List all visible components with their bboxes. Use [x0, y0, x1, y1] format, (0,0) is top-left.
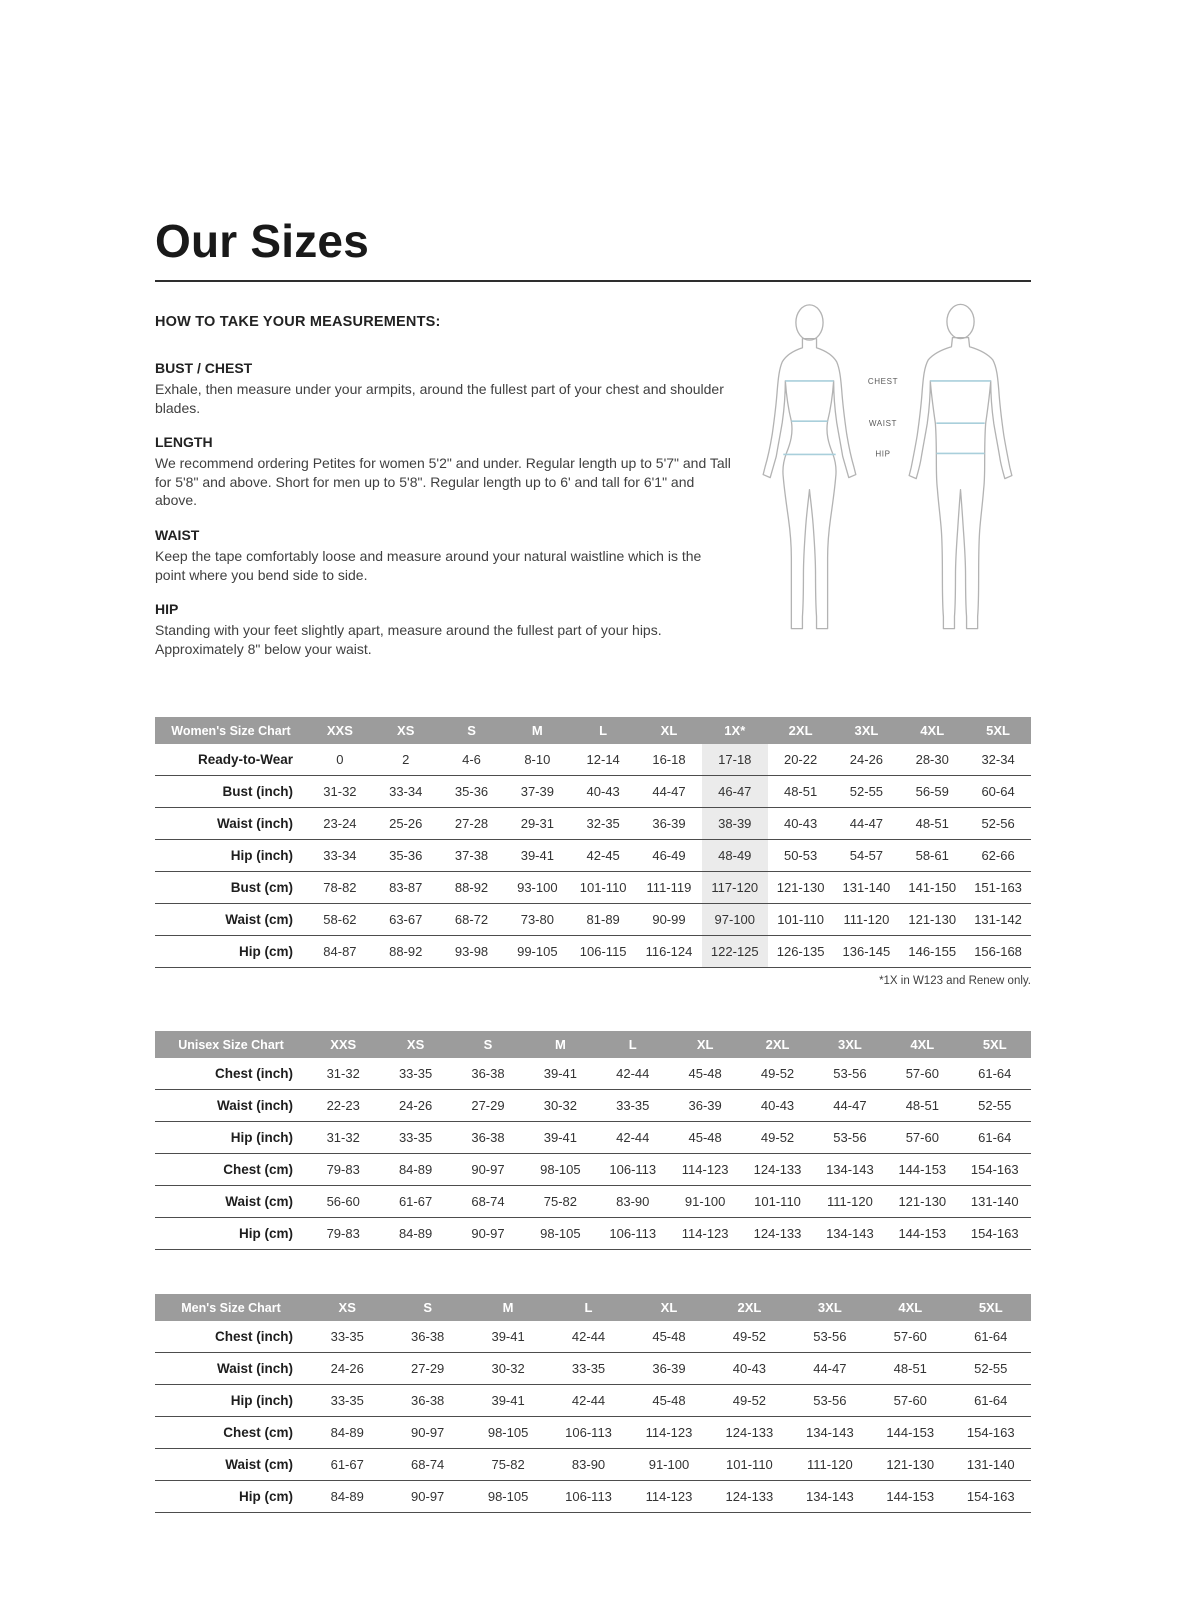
size-cell: 91-100 — [684, 1194, 726, 1210]
size-cell: 84-89 — [398, 1226, 433, 1242]
size-cell: 106-113 — [609, 1226, 657, 1242]
size-cell: 53-56 — [813, 1393, 847, 1409]
size-cell: 33-34 — [389, 784, 423, 800]
size-cell: 91-100 — [648, 1457, 690, 1473]
size-cell: 33-35 — [330, 1393, 364, 1409]
size-cell: 37-38 — [454, 848, 489, 864]
size-column-header: 5XL — [965, 717, 1031, 744]
row-label: Bust (inch) — [222, 784, 293, 800]
size-tables-section — [155, 717, 1031, 1513]
size-cell: 27-28 — [454, 816, 489, 832]
waist-label: WAIST — [868, 419, 898, 429]
chart-title: Women's Size Chart — [155, 717, 307, 744]
size-cell: 48-51 — [915, 816, 949, 832]
size-cell: 40-43 — [783, 816, 818, 832]
size-cell: 39-41 — [520, 848, 554, 864]
size-column-header: S — [452, 1031, 524, 1058]
size-cell: 24-26 — [849, 752, 884, 768]
size-cell: 32-35 — [586, 816, 620, 832]
size-cell: 53-56 — [833, 1066, 867, 1082]
size-column-header: XL — [629, 1294, 709, 1321]
size-cell: 106-113 — [565, 1489, 612, 1505]
size-cell: 39-41 — [543, 1130, 577, 1146]
size-cell: 45-48 — [652, 1329, 686, 1345]
size-cell: 36-38 — [471, 1066, 505, 1082]
size-cell: 36-38 — [411, 1393, 445, 1409]
size-column-header: XL — [636, 717, 702, 744]
row-label: Waist (inch) — [217, 1361, 293, 1377]
row-label: Hip (cm) — [239, 1226, 293, 1242]
size-cell: 20-22 — [783, 752, 818, 768]
size-column-header: 2XL — [768, 717, 834, 744]
size-cell: 39-41 — [491, 1393, 525, 1409]
row-label: Hip (inch) — [230, 1393, 293, 1409]
row-label: Bust (cm) — [230, 880, 293, 896]
size-cell: 106-113 — [609, 1162, 657, 1178]
size-cell: 131-142 — [974, 912, 1022, 928]
size-cell: 44-47 — [833, 1098, 867, 1114]
size-cell: 144-153 — [898, 1162, 947, 1178]
size-column-header: L — [570, 717, 636, 744]
size-cell: 68-74 — [471, 1194, 505, 1210]
size-cell: 27-29 — [411, 1361, 445, 1377]
size-cell: 22-23 — [326, 1098, 360, 1114]
table-row — [155, 1218, 1031, 1250]
chart-title: Men's Size Chart — [155, 1294, 307, 1321]
size-cell: 111-119 — [646, 880, 692, 896]
size-cell: 40-43 — [586, 784, 620, 800]
size-cell: 61-64 — [978, 1130, 1012, 1146]
mens-size-chart — [155, 1294, 1031, 1513]
size-cell: 101-110 — [777, 912, 824, 928]
size-cell: 61-64 — [978, 1066, 1012, 1082]
size-cell: 44-47 — [813, 1361, 847, 1377]
size-cell: 121-130 — [776, 880, 825, 896]
size-cell: 111-120 — [827, 1194, 873, 1210]
size-cell: 101-110 — [754, 1194, 801, 1210]
size-cell: 84-87 — [323, 944, 357, 960]
size-cell: 98-105 — [540, 1162, 581, 1178]
size-column-header: L — [548, 1294, 628, 1321]
size-cell: 33-35 — [616, 1098, 650, 1114]
size-cell: 45-48 — [688, 1130, 722, 1146]
row-label: Waist (inch) — [217, 816, 293, 832]
row-label: Ready-to-Wear — [197, 752, 293, 768]
size-cell: 151-163 — [974, 880, 1022, 896]
size-cell: 56-59 — [915, 784, 949, 800]
size-cell: 81-89 — [586, 912, 620, 928]
size-cell: 49-52 — [760, 1066, 795, 1082]
size-cell: 90-97 — [471, 1162, 505, 1178]
size-table — [155, 1031, 1031, 1250]
size-cell: 88-92 — [454, 880, 489, 896]
size-cell: 33-35 — [398, 1130, 433, 1146]
measurement-instructions — [155, 314, 733, 675]
measurement-figures-illustration — [739, 296, 1031, 634]
size-cell: 49-52 — [732, 1393, 767, 1409]
size-cell: 58-61 — [915, 848, 949, 864]
size-cell: 37-39 — [520, 784, 554, 800]
man-figure — [909, 304, 1012, 628]
size-cell: 48-51 — [783, 784, 818, 800]
size-cell: 44-47 — [849, 816, 884, 832]
size-cell: 33-35 — [571, 1361, 606, 1377]
size-cell: 63-67 — [389, 912, 423, 928]
size-cell: 75-82 — [491, 1457, 525, 1473]
size-cell: 24-26 — [330, 1361, 364, 1377]
womens-size-chart — [155, 717, 1031, 968]
size-cell: 124-133 — [753, 1226, 802, 1242]
size-cell: 75-82 — [543, 1194, 577, 1210]
chart-title: Unisex Size Chart — [155, 1031, 307, 1058]
size-cell: 156-168 — [974, 944, 1022, 960]
size-cell: 52-56 — [981, 816, 1015, 832]
size-cell: 84-89 — [330, 1425, 364, 1441]
size-cell: 40-43 — [732, 1361, 767, 1377]
size-cell: 98-105 — [487, 1425, 529, 1441]
instruction-title: BUST / CHEST — [155, 360, 253, 376]
size-cell: 35-36 — [454, 784, 489, 800]
size-cell: 99-105 — [517, 944, 558, 960]
size-cell: 68-72 — [454, 912, 489, 928]
row-label: Hip (cm) — [239, 1489, 293, 1505]
size-cell: 36-38 — [471, 1130, 505, 1146]
size-column-header: XS — [373, 717, 439, 744]
size-column-header: S — [387, 1294, 467, 1321]
size-cell: 79-83 — [326, 1226, 360, 1242]
size-cell: 134-143 — [805, 1425, 854, 1441]
size-cell: 97-100 — [702, 904, 768, 936]
row-label: Chest (inch) — [214, 1066, 293, 1082]
size-cell: 33-35 — [330, 1329, 364, 1345]
instruction-title: LENGTH — [155, 434, 213, 451]
size-cell: 42-44 — [616, 1066, 650, 1082]
size-cell: 121-130 — [886, 1457, 935, 1473]
size-cell: 124-133 — [725, 1425, 774, 1441]
size-cell: 54-57 — [849, 848, 884, 864]
size-cell: 31-32 — [326, 1130, 360, 1146]
size-cell: 45-48 — [688, 1066, 722, 1082]
size-cell: 106-115 — [579, 944, 627, 960]
instruction-body: Standing with your feet slightly apart, measure around the fullest part of your hips. Approximately 8" below your waist. — [155, 622, 662, 657]
table-row — [155, 776, 1031, 808]
size-cell: 50-53 — [783, 848, 818, 864]
size-column-header: 3XL — [834, 717, 900, 744]
size-cell: 134-143 — [826, 1162, 874, 1178]
instruction-body: Keep the tape comfortably loose and measure around your natural waistline which is the point where you bend side to side. — [155, 548, 702, 583]
table-row — [155, 1385, 1031, 1417]
size-column-header: 5XL — [959, 1031, 1031, 1058]
table-row — [155, 1481, 1031, 1513]
table-row — [155, 1058, 1031, 1090]
row-label: Waist (inch) — [217, 1098, 293, 1114]
size-column-header: L — [597, 1031, 669, 1058]
size-cell: 60-64 — [981, 784, 1015, 800]
size-cell: 17-18 — [702, 744, 768, 776]
size-cell: 52-55 — [849, 784, 884, 800]
size-cell: 57-60 — [905, 1066, 939, 1082]
size-cell: 25-26 — [389, 816, 423, 832]
size-cell: 98-105 — [487, 1489, 529, 1505]
size-cell: 144-153 — [886, 1489, 935, 1505]
size-cell: 124-133 — [725, 1489, 774, 1505]
table-row — [155, 1122, 1031, 1154]
instruction-bust-chest — [155, 360, 733, 417]
chest-label: CHEST — [867, 376, 899, 386]
size-cell: 42-44 — [571, 1393, 606, 1409]
size-column-header: S — [439, 717, 505, 744]
size-cell: 35-36 — [389, 848, 423, 864]
size-cell: 38-39 — [702, 808, 768, 840]
size-table — [155, 717, 1031, 968]
row-label: Hip (inch) — [230, 848, 293, 864]
size-cell: 68-74 — [411, 1457, 445, 1473]
size-cell: 114-123 — [681, 1226, 729, 1242]
body-figures — [739, 296, 1031, 634]
size-cell: 121-130 — [898, 1194, 947, 1210]
hip-label: HIP — [875, 449, 891, 459]
unisex-size-chart — [155, 1031, 1031, 1250]
size-cell: 131-140 — [970, 1194, 1019, 1210]
table-row — [155, 808, 1031, 840]
size-cell: 114-123 — [681, 1162, 729, 1178]
instruction-waist — [155, 527, 733, 584]
size-cell: 8-10 — [524, 752, 551, 768]
size-cell: 2 — [402, 752, 410, 768]
size-cell: 0 — [336, 752, 344, 768]
size-column-header: 3XL — [814, 1031, 886, 1058]
size-cell: 23-24 — [323, 816, 357, 832]
size-cell: 84-89 — [398, 1162, 433, 1178]
size-cell: 101-110 — [579, 880, 627, 896]
row-label: Chest (cm) — [223, 1425, 293, 1441]
instruction-body: Exhale, then measure under your armpits, around the fullest part of your chest and shoulder blades. — [155, 381, 724, 416]
size-guide-page — [155, 215, 1031, 1513]
size-cell: 154-163 — [970, 1162, 1019, 1178]
size-cell: 58-62 — [323, 912, 357, 928]
table-row — [155, 1449, 1031, 1481]
size-cell: 61-67 — [330, 1457, 364, 1473]
size-cell: 57-60 — [893, 1393, 927, 1409]
size-cell: 121-130 — [908, 912, 957, 928]
size-cell: 42-44 — [616, 1130, 650, 1146]
size-cell: 101-110 — [726, 1457, 773, 1473]
size-column-header: 3XL — [790, 1294, 870, 1321]
size-cell: 117-120 — [702, 872, 768, 904]
size-cell: 42-45 — [586, 848, 620, 864]
size-column-header: XS — [307, 1294, 387, 1321]
size-cell: 57-60 — [893, 1329, 927, 1345]
size-cell: 114-123 — [645, 1425, 693, 1441]
size-cell: 36-38 — [411, 1329, 445, 1345]
size-cell: 90-99 — [652, 912, 686, 928]
measurement-section — [155, 314, 1031, 675]
size-cell: 33-34 — [323, 848, 357, 864]
size-cell: 39-41 — [543, 1066, 577, 1082]
size-cell: 48-51 — [905, 1098, 939, 1114]
size-column-header: 2XL — [741, 1031, 813, 1058]
size-cell: 4-6 — [462, 752, 481, 768]
size-cell: 40-43 — [760, 1098, 795, 1114]
size-cell: 154-163 — [970, 1226, 1019, 1242]
table-row — [155, 872, 1031, 904]
size-cell: 29-31 — [520, 816, 554, 832]
row-label: Waist (cm) — [225, 1194, 293, 1210]
size-cell: 48-51 — [893, 1361, 927, 1377]
size-column-header: XS — [379, 1031, 451, 1058]
size-cell: 73-80 — [520, 912, 554, 928]
size-cell: 56-60 — [326, 1194, 360, 1210]
instruction-hip — [155, 601, 733, 658]
size-cell: 122-125 — [702, 936, 768, 968]
table-row — [155, 1186, 1031, 1218]
size-cell: 52-55 — [978, 1098, 1012, 1114]
size-cell: 83-87 — [389, 880, 423, 896]
size-cell: 31-32 — [323, 784, 357, 800]
row-label: Chest (cm) — [223, 1162, 293, 1178]
size-cell: 134-143 — [805, 1489, 854, 1505]
size-column-header: M — [524, 1031, 596, 1058]
size-column-header: XL — [669, 1031, 741, 1058]
size-column-header: 4XL — [886, 1031, 958, 1058]
size-cell: 79-83 — [326, 1162, 360, 1178]
size-cell: 16-18 — [652, 752, 686, 768]
size-cell: 106-113 — [565, 1425, 612, 1441]
size-cell: 28-30 — [915, 752, 949, 768]
size-cell: 83-90 — [571, 1457, 606, 1473]
size-cell: 84-89 — [330, 1489, 364, 1505]
size-cell: 46-47 — [702, 776, 768, 808]
size-cell: 93-98 — [454, 944, 489, 960]
size-cell: 61-64 — [974, 1393, 1008, 1409]
size-column-header: 1X* — [702, 717, 768, 744]
table-row — [155, 840, 1031, 872]
row-label: Hip (inch) — [230, 1130, 293, 1146]
size-cell: 36-39 — [652, 816, 686, 832]
size-cell: 134-143 — [826, 1226, 874, 1242]
size-cell: 126-135 — [776, 944, 825, 960]
instruction-length — [155, 434, 733, 510]
size-cell: 42-44 — [571, 1329, 606, 1345]
table-row — [155, 1417, 1031, 1449]
size-cell: 131-140 — [842, 880, 891, 896]
size-cell: 39-41 — [491, 1329, 525, 1345]
size-column-header: 4XL — [870, 1294, 950, 1321]
table-row — [155, 904, 1031, 936]
size-cell: 144-153 — [886, 1425, 935, 1441]
size-column-header: M — [468, 1294, 548, 1321]
size-cell: 48-49 — [702, 840, 768, 872]
size-cell: 53-56 — [813, 1329, 847, 1345]
size-column-header: M — [504, 717, 570, 744]
size-cell: 36-39 — [652, 1361, 686, 1377]
size-cell: 44-47 — [652, 784, 686, 800]
instructions-heading: HOW TO TAKE YOUR MEASUREMENTS: — [155, 314, 441, 330]
size-cell: 146-155 — [908, 944, 957, 960]
instruction-title: WAIST — [155, 527, 200, 544]
size-cell: 30-32 — [491, 1361, 525, 1377]
size-cell: 62-66 — [981, 848, 1015, 864]
page-title: Our Sizes — [155, 215, 369, 267]
size-cell: 93-100 — [517, 880, 558, 896]
size-cell: 61-64 — [974, 1329, 1008, 1345]
size-cell: 144-153 — [898, 1226, 947, 1242]
size-column-header: XXS — [307, 1031, 379, 1058]
table-row — [155, 1154, 1031, 1186]
size-column-header: 4XL — [899, 717, 965, 744]
size-cell: 12-14 — [586, 752, 620, 768]
size-cell: 90-97 — [471, 1226, 505, 1242]
size-cell: 111-120 — [806, 1457, 853, 1473]
size-table — [155, 1294, 1031, 1513]
size-cell: 131-140 — [966, 1457, 1015, 1473]
size-cell: 83-90 — [616, 1194, 650, 1210]
size-cell: 90-97 — [411, 1425, 445, 1441]
size-cell: 27-29 — [471, 1098, 505, 1114]
instruction-body: We recommend ordering Petites for women 5'2" and under. Regular length up to 5'7" and Tall for 5'8" and above. Short for men up to 5'8". Regular length up to 6' and tall for 6'1" and above. — [155, 455, 731, 509]
size-cell: 49-52 — [760, 1130, 795, 1146]
size-cell: 32-34 — [981, 752, 1015, 768]
size-cell: 24-26 — [398, 1098, 433, 1114]
womens-chart-footnote: *1X in W123 and Renew only. — [879, 975, 1031, 988]
table-row — [155, 1090, 1031, 1122]
title-divider — [155, 280, 1031, 282]
row-label: Waist (cm) — [225, 912, 293, 928]
size-cell: 49-52 — [732, 1329, 767, 1345]
row-label: Waist (cm) — [225, 1457, 293, 1473]
size-cell: 98-105 — [540, 1226, 581, 1242]
size-cell: 33-35 — [398, 1066, 433, 1082]
size-cell: 88-92 — [389, 944, 423, 960]
size-cell: 114-123 — [645, 1489, 693, 1505]
size-cell: 45-48 — [652, 1393, 686, 1409]
size-cell: 57-60 — [905, 1130, 939, 1146]
size-cell: 36-39 — [688, 1098, 722, 1114]
size-column-header: 5XL — [951, 1294, 1032, 1321]
size-cell: 111-120 — [843, 912, 890, 928]
size-cell: 52-55 — [974, 1361, 1008, 1377]
size-cell: 136-145 — [842, 944, 891, 960]
size-column-header: XXS — [307, 717, 373, 744]
table-row — [155, 1353, 1031, 1385]
row-label: Chest (inch) — [214, 1329, 293, 1345]
woman-figure — [763, 305, 856, 629]
size-cell: 61-67 — [398, 1194, 433, 1210]
size-cell: 116-124 — [645, 944, 693, 960]
size-cell: 154-163 — [966, 1425, 1015, 1441]
row-label: Hip (cm) — [239, 944, 293, 960]
size-cell: 31-32 — [326, 1066, 360, 1082]
size-cell: 154-163 — [966, 1489, 1015, 1505]
size-cell: 78-82 — [323, 880, 357, 896]
table-row — [155, 1321, 1031, 1353]
table-row — [155, 744, 1031, 776]
size-column-header: 2XL — [709, 1294, 789, 1321]
size-cell: 141-150 — [908, 880, 957, 896]
size-cell: 46-49 — [652, 848, 686, 864]
instruction-title: HIP — [155, 601, 179, 618]
size-cell: 53-56 — [833, 1130, 867, 1146]
table-row — [155, 936, 1031, 968]
size-cell: 30-32 — [543, 1098, 577, 1114]
size-cell: 90-97 — [411, 1489, 445, 1505]
size-cell: 124-133 — [753, 1162, 802, 1178]
